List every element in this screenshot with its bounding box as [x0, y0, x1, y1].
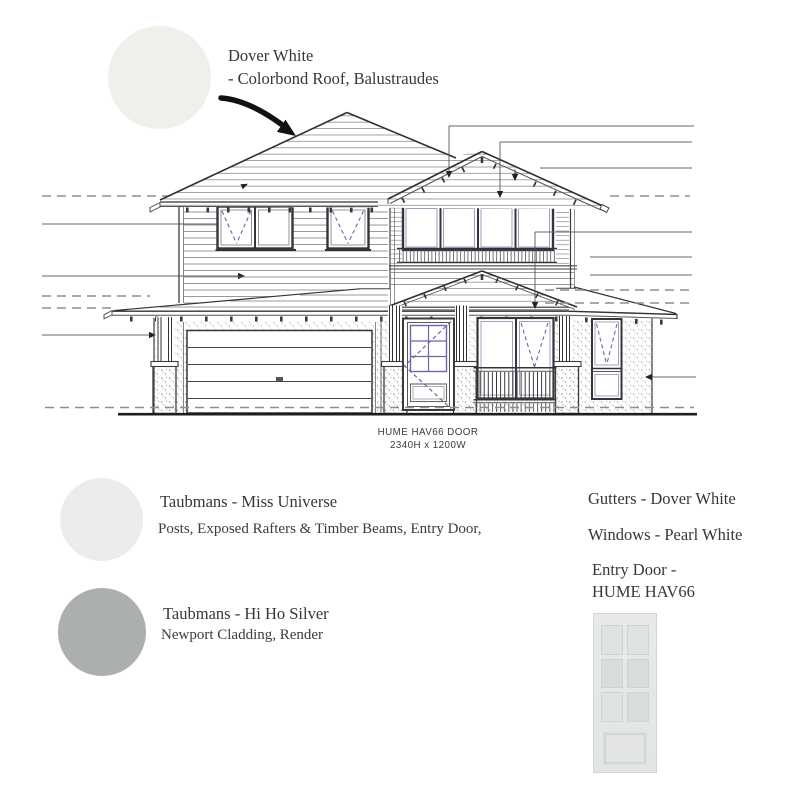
roof-annotation-subtitle: - Colorbond Roof, Balustraudes: [228, 69, 439, 88]
note-gutters: Gutters - Dover White: [588, 489, 736, 508]
door-glass-pane: [627, 625, 649, 655]
note-entry-door-line1: Entry Door -: [592, 560, 677, 579]
door-bottom-panel: [603, 732, 647, 765]
door-caption-line1: HUME HAV66 DOOR: [377, 427, 479, 438]
roof-annotation-title: Dover White: [228, 46, 314, 65]
door-glass-pane: [627, 692, 649, 722]
swatch-circle-miss-universe: [60, 478, 143, 561]
door-glass-pane: [601, 692, 623, 722]
entry-door-photo: [593, 613, 657, 773]
swatch-name-hi-ho-silver: Taubmans - Hi Ho Silver: [163, 604, 329, 623]
note-entry-door-line2: HUME HAV66: [592, 582, 695, 601]
swatch-usage-miss-universe: Posts, Exposed Rafters & Timber Beams, Entry Door,: [158, 521, 482, 537]
swatch-circle-hi-ho-silver: [58, 588, 146, 676]
swatch-usage-hi-ho-silver: Newport Cladding, Render: [161, 627, 324, 643]
door-caption-line2: 2340H x 1200W: [389, 439, 467, 451]
door-glass-pane: [601, 659, 623, 689]
door-glass-pane: [601, 625, 623, 655]
note-entry-door: [592, 559, 695, 603]
door-glass-pane: [627, 659, 649, 689]
note-windows: Windows - Pearl White: [588, 525, 743, 544]
annotation-arrow: [221, 98, 296, 136]
swatch-name-miss-universe: Taubmans - Miss Universe: [160, 492, 338, 511]
door-caption: [330, 427, 526, 452]
door-glass-grid: [601, 625, 649, 722]
